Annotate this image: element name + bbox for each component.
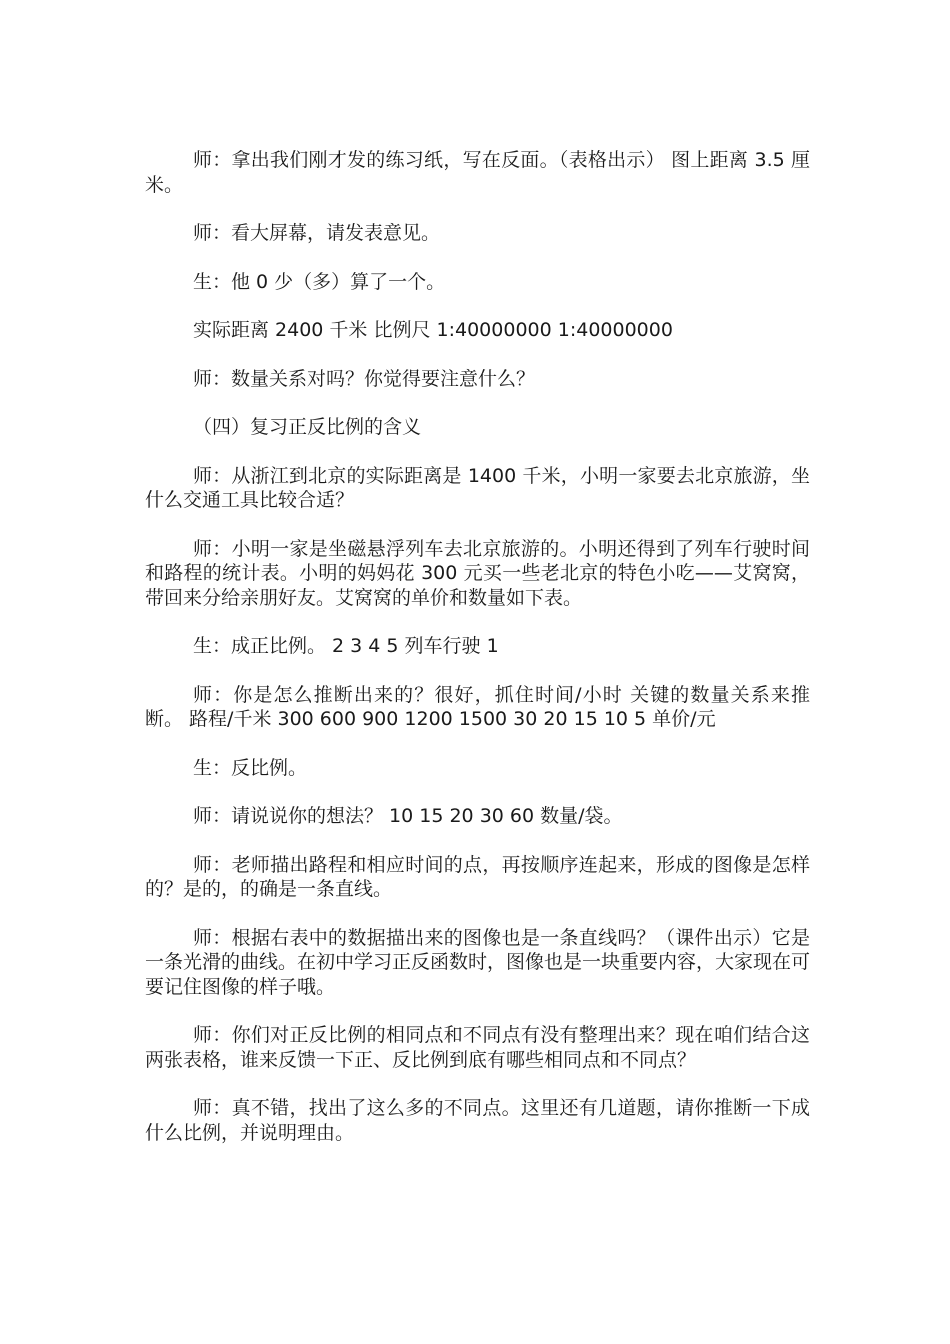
paragraph-8: 师：小明一家是坐磁悬浮列车去北京旅游的。小明还得到了列车行驶时间和路程的统计表。小明的妈妈花 300 元买一些老北京的特色小吃——艾窝窝，带回来分给亲朋好友。艾窝窝的单价和数量如下表。 (145, 537, 810, 609)
paragraph-15: 师：你们对正反比例的相同点和不同点有没有整理出来？现在咱们结合这两张表格，谁来反馈一下正、反比例到底有哪些相同点和不同点？ (145, 1024, 810, 1071)
paragraph-11: 生：反比例。 (193, 756, 308, 779)
paragraph-13: 师：老师描出路程和相应时间的点，再按顺序连起来，形成的图像是怎样的？是的，的确是一条直线。 (145, 853, 810, 900)
paragraph-4: 实际距离 2400 千米 比例尺 1:40000000 1:40000000 (193, 319, 673, 341)
paragraph-5: 师：数量关系对吗？你觉得要注意什么？ (193, 367, 536, 390)
paragraph-14: 师：根据右表中的数据描出来的图像也是一条直线吗？（课件出示）它是一条光滑的曲线。在初中学习正反函数时，图像也是一块重要内容，大家现在可要记住图像的样子哦。 (145, 926, 811, 998)
paragraph-3: 生：他 0 少（多）算了一个。 (193, 270, 446, 293)
section-heading: （四）复习正反比例的含义 (193, 416, 422, 438)
document-body (145, 148, 810, 1169)
paragraph-9: 生：成正比例。 2 3 4 5 列车行驶 1 (193, 635, 499, 657)
paragraph-1: 师：拿出我们刚才发的练习纸，写在反面。（表格出示） 图上距离 3.5 厘米。 (145, 149, 810, 196)
paragraph-10: 师：你是怎么推断出来的？很好，抓住时间/小时 关键的数量关系来推断。 路程/千米 300 600 900 1200 1500 30 20 15 10 5 单价/元 (145, 683, 810, 730)
paragraph-7: 师：从浙江到北京的实际距离是 1400 千米，小明一家要去北京旅游，坐什么交通工具比较合适？ (145, 464, 810, 511)
paragraph-16: 师：真不错，找出了这么多的不同点。这里还有几道题，请你推断一下成什么比例，并说明理由。 (145, 1097, 810, 1144)
paragraph-2: 师：看大屏幕，请发表意见。 (193, 222, 441, 244)
paragraph-12: 师：请说说你的想法？ 10 15 20 30 60 数量/袋。 (193, 805, 623, 827)
